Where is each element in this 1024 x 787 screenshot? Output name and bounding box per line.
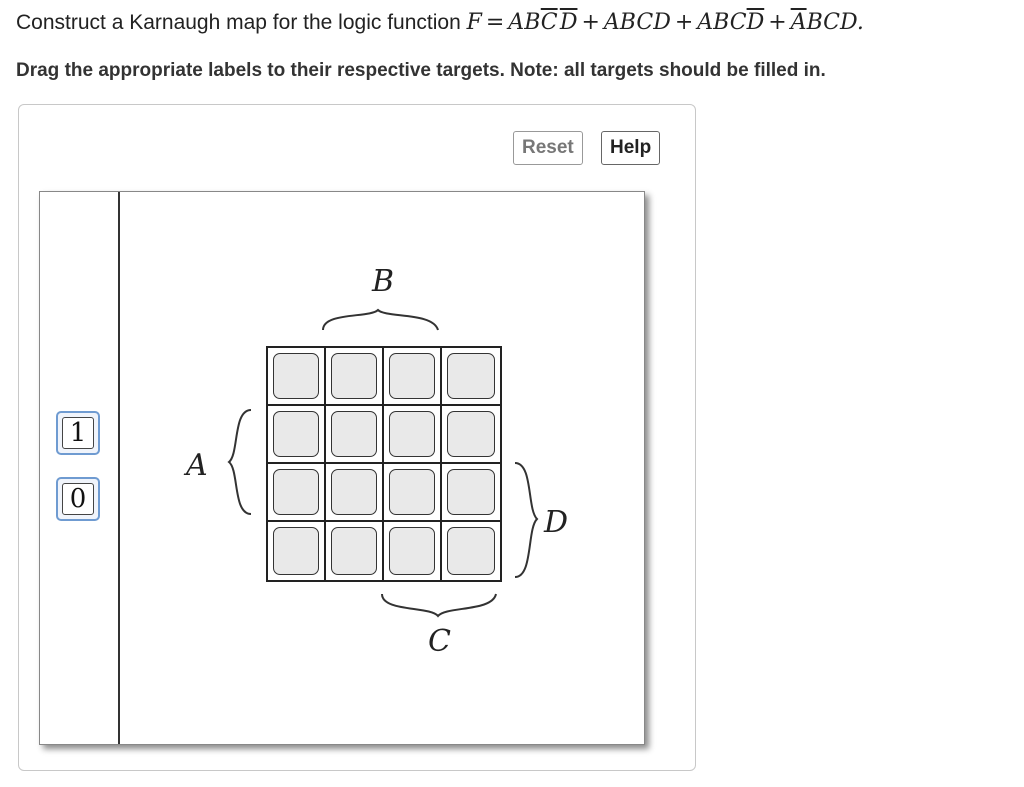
reset-button[interactable]: Reset	[513, 131, 583, 165]
kmap-cell	[268, 348, 326, 406]
kmap-cell	[384, 464, 442, 522]
drop-target-r3c1[interactable]	[273, 469, 319, 515]
drop-target-r1c1[interactable]	[273, 353, 319, 399]
label-one[interactable]	[56, 411, 100, 455]
drop-target-r3c3[interactable]	[389, 469, 435, 515]
label-zero[interactable]	[56, 477, 100, 521]
drag-drop-panel	[18, 104, 696, 771]
var-label-b: B	[372, 264, 395, 299]
drop-target-r1c3[interactable]	[389, 353, 435, 399]
var-label-a: A	[186, 448, 208, 483]
logic-function: $F = AB\overline{C}$ $\overline{D}$ + ABCD + $ABC\overline{D} + \overline{A}BCD$.	[466, 10, 864, 35]
drop-target-r3c2[interactable]	[331, 469, 377, 515]
drop-target-r1c4[interactable]	[447, 353, 495, 399]
drop-target-r1c2[interactable]	[331, 353, 377, 399]
kmap-cell	[326, 522, 384, 580]
bracket-d	[515, 463, 537, 577]
karnaugh-map	[120, 192, 644, 744]
kmap-cell	[442, 464, 500, 522]
drop-target-r2c1[interactable]	[273, 411, 319, 457]
kmap-cell	[326, 406, 384, 464]
label-zero-text: 0	[62, 483, 94, 515]
question-text	[16, 10, 864, 35]
drop-target-r2c3[interactable]	[389, 411, 435, 457]
drop-target-r2c2[interactable]	[331, 411, 377, 457]
kmap-cell	[268, 464, 326, 522]
question-prefix: Construct a Karnaugh map for the logic function	[16, 11, 467, 34]
var-label-d: D	[544, 505, 569, 540]
drop-target-r3c4[interactable]	[447, 469, 495, 515]
kmap-cell	[442, 406, 500, 464]
drop-target-r4c3[interactable]	[389, 527, 435, 575]
kmap-cell	[326, 464, 384, 522]
help-button[interactable]: Help	[601, 131, 660, 165]
kmap-cell	[384, 348, 442, 406]
kmap-cell	[384, 522, 442, 580]
label-tray	[40, 192, 120, 744]
kmap-cell	[326, 348, 384, 406]
term-3: $ABC\overline{D}$	[697, 10, 765, 35]
var-label-c: C	[428, 624, 451, 659]
kmap-cell	[268, 522, 326, 580]
drop-target-r2c4[interactable]	[447, 411, 495, 457]
instruction-text: Drag the appropriate labels to their respective targets. Note: all targets should be filled in.	[16, 60, 826, 81]
bracket-a	[229, 410, 251, 514]
drop-target-r4c4[interactable]	[447, 527, 495, 575]
kmap-cell	[442, 348, 500, 406]
label-one-text: 1	[62, 417, 94, 449]
drop-target-r4c2[interactable]	[331, 527, 377, 575]
bracket-b	[323, 310, 438, 330]
drop-target-r4c1[interactable]	[273, 527, 319, 575]
kmap-cell	[268, 406, 326, 464]
term-1: $AB\overline{C}$ $\overline{D}$	[508, 10, 578, 35]
kmap-cell	[384, 406, 442, 464]
term-4: $\overline{A}BCD$	[790, 10, 857, 35]
kmap-grid	[266, 346, 502, 582]
workspace	[39, 191, 645, 745]
term-2: ABCD	[603, 10, 671, 35]
bracket-c	[382, 594, 496, 616]
kmap-cell	[442, 522, 500, 580]
